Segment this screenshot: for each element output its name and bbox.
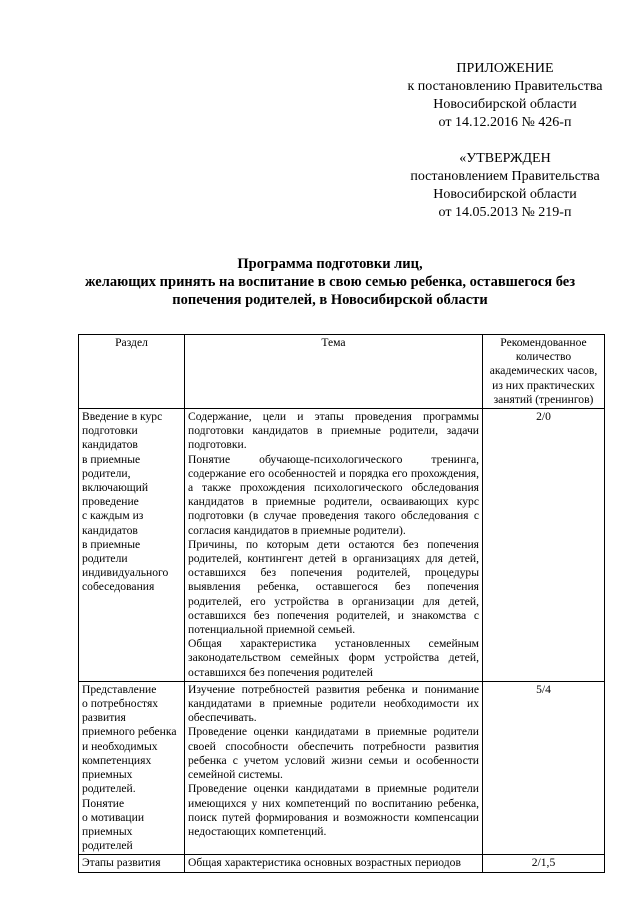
table-row <box>79 409 605 682</box>
title-line: Программа подготовки лиц, <box>237 256 423 272</box>
appendix-line: Новосибирской области <box>433 97 577 112</box>
section-line: Этапы развития <box>82 856 161 870</box>
topic-cell <box>185 855 483 872</box>
section-line: подготовки <box>82 424 138 438</box>
topic-paragraph: Понятие обучающе-психологического тренинга, содержание его особенностей и порядка его прохождения, а также прохождения психологического обследования кандидатов в приемные родители, осваивающих курс подготовки (в случае проведения такого обследования с согласия кандидатов в приемные родители). <box>188 452 479 537</box>
header-section: Раздел <box>79 335 185 409</box>
section-line: индивидуального <box>82 566 169 580</box>
section-line: родители, <box>82 466 131 480</box>
section-line: проведение <box>82 495 139 509</box>
section-line: родителей. <box>82 782 136 796</box>
section-line: и необходимых <box>82 739 158 753</box>
approved-line: Новосибирской области <box>433 187 577 202</box>
section-line: с каждым из <box>82 509 144 523</box>
table-body <box>79 409 605 873</box>
appendix-line: к постановлению Правительства <box>407 79 603 94</box>
program-table <box>78 334 605 873</box>
section-line: приемных <box>82 768 133 782</box>
title-line: желающих принять на воспитание в свою семью ребенка, оставшегося без <box>84 274 576 290</box>
section-line: компетенциях <box>82 753 152 767</box>
section-line: родителей <box>82 839 133 853</box>
approved-line: постановлением Правительства <box>410 169 600 184</box>
topic-paragraph: Проведение оценки кандидатами в приемные родители имеющихся у них компетенций по воспитанию ребенка, поиск путей формирования и возможности компенсации недостающих компетенций. <box>188 782 479 838</box>
section-cell <box>79 855 185 872</box>
appendix-line: от 14.12.2016 № 426-п <box>438 115 572 130</box>
section-cell <box>79 681 185 854</box>
topic-paragraph: Изучение потребностей развития ребенка и понимание кандидатами в приемные родители необходимости их обеспечивать. <box>188 682 479 725</box>
section-line: о потребностях <box>82 697 159 711</box>
hours-cell: 2/0 <box>483 409 605 682</box>
topic-paragraph: Содержание, цели и этапы проведения программы подготовки кандидатов в приемные родители, задачи подготовки. <box>188 410 479 452</box>
table-row <box>79 681 605 854</box>
section-line: в приемные <box>82 452 141 466</box>
section-line: кандидатов <box>82 523 138 537</box>
topic-paragraph: Проведение оценки кандидатами в приемные родители своей способности обеспечить потребности развития ребенка с учетом условий жизни семьи и особенности семейной системы. <box>188 725 479 782</box>
section-line: приемных <box>82 824 133 838</box>
header-topic: Тема <box>185 335 483 409</box>
section-line: о мотивации <box>82 810 145 824</box>
document-header <box>360 60 640 222</box>
section-line: кандидатов <box>82 438 138 452</box>
section-line: развития <box>82 711 126 725</box>
header-gap <box>360 132 640 150</box>
section-line: Понятие <box>82 796 125 810</box>
topic-paragraph: Причины, по которым дети остаются без попечения родителей, контингент детей в организациях для детей, оставшихся без попечения родителей, процедуры выявления ребенка, оставшегося без попечения родителей, его устройства в организации для детей, оставшихся без попечения родителей, и знакомства с потенциальной приемной семьей. <box>188 537 479 637</box>
hours-cell: 2/1,5 <box>483 855 605 872</box>
section-line: приемного ребенка <box>82 725 177 739</box>
approved-line: от 14.05.2013 № 219-п <box>438 205 572 220</box>
section-line: родители <box>82 552 128 566</box>
topic-cell <box>185 409 483 682</box>
hours-cell: 5/4 <box>483 681 605 854</box>
table-row <box>79 855 605 872</box>
topic-paragraph: Общая характеристика основных возрастных периодов <box>188 856 461 870</box>
appendix-line: ПРИЛОЖЕНИЕ <box>456 61 554 76</box>
topic-cell <box>185 681 483 854</box>
header-hours: Рекомендованное количество академических часов, из них практических занятий (тренингов) <box>483 335 605 409</box>
section-line: включающий <box>82 481 149 495</box>
document-title <box>40 255 620 309</box>
title-line: попечения родителей, в Новосибирской области <box>172 292 488 308</box>
topic-paragraph: Общая характеристика установленных семейным законодательством семейных форм устройства детей, оставшихся без попечения родителей <box>188 637 479 679</box>
table-header-row <box>79 335 605 409</box>
section-line: Представление <box>82 682 157 696</box>
section-cell <box>79 409 185 682</box>
approved-line: «УТВЕРЖДЕН <box>459 151 551 166</box>
section-line: Введение в курс <box>82 410 163 424</box>
section-line: в приемные <box>82 537 141 551</box>
section-line: собеседования <box>82 580 155 594</box>
